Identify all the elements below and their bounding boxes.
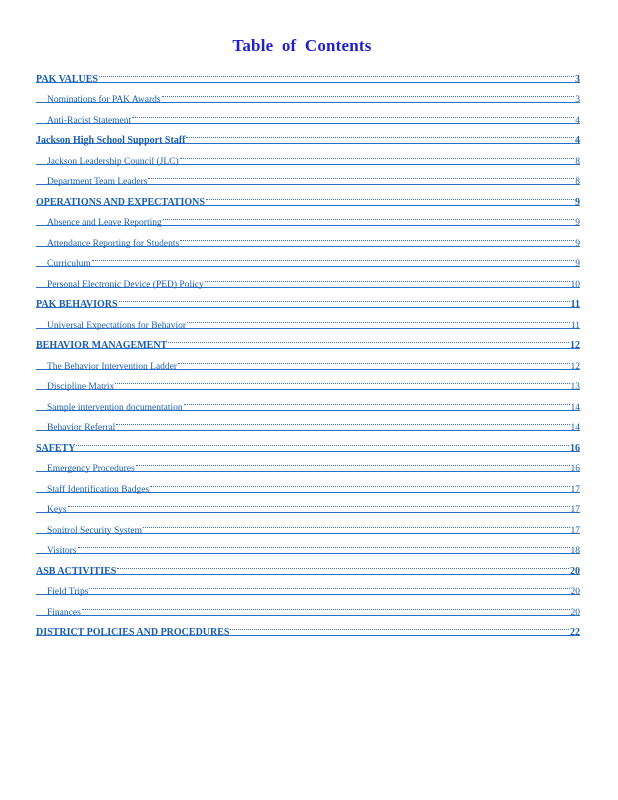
toc-page-number: 4 bbox=[575, 115, 580, 126]
toc-page-number: 9 bbox=[575, 218, 580, 228]
dot-leader bbox=[163, 206, 575, 226]
toc-page-number: 12 bbox=[570, 340, 580, 351]
dot-leader bbox=[206, 185, 574, 205]
toc-page-number: 17 bbox=[570, 484, 580, 495]
toc-entry-label: Universal Expectations for Behavior bbox=[47, 320, 187, 331]
toc-page-number: 20 bbox=[570, 607, 580, 618]
dot-leader bbox=[82, 595, 570, 615]
toc-page-number: 9 bbox=[575, 238, 580, 249]
toc-page-number: 3 bbox=[575, 73, 580, 85]
toc-entry-label: Anti-Racist Statement bbox=[47, 115, 132, 126]
page-title: Table of Contents bbox=[232, 36, 372, 55]
toc-page-number: 14 bbox=[570, 423, 580, 433]
dot-leader bbox=[186, 124, 574, 144]
dot-leader bbox=[89, 575, 569, 595]
toc-entry-label: Visitors bbox=[47, 546, 77, 556]
toc-subsection-link[interactable] bbox=[36, 493, 580, 514]
toc-entry-label: Sample intervention documentation bbox=[47, 402, 183, 413]
toc-subsection-link[interactable] bbox=[36, 267, 580, 288]
dot-leader bbox=[117, 554, 569, 574]
toc-entry-label: PAK VALUES bbox=[36, 73, 98, 85]
dot-leader bbox=[180, 226, 574, 246]
toc-entry-label: ASB ACTIVITIES bbox=[36, 565, 117, 577]
toc-subsection-link[interactable] bbox=[36, 452, 580, 473]
toc-entry-label: Personal Electronic Device (PED) Policy bbox=[47, 279, 204, 290]
toc-entry-label: Emergency Procedures bbox=[47, 464, 135, 474]
toc-subsection-link[interactable] bbox=[36, 575, 580, 596]
toc-subsection-link[interactable] bbox=[36, 390, 580, 411]
toc-entry-label: Jackson Leadership Council (JLC) bbox=[47, 156, 179, 167]
dot-leader bbox=[148, 165, 574, 185]
dot-leader bbox=[230, 616, 569, 636]
toc-page-number: 4 bbox=[575, 135, 580, 146]
toc-subsection-link[interactable] bbox=[36, 534, 580, 555]
toc-section-link[interactable] bbox=[36, 616, 580, 637]
toc-entry-label: PAK BEHAVIORS bbox=[36, 299, 118, 310]
toc-subsection-link[interactable] bbox=[36, 83, 580, 104]
dot-leader bbox=[205, 267, 570, 287]
toc-page-number: 20 bbox=[570, 565, 580, 577]
toc-entry-label: BEHAVIOR MANAGEMENT bbox=[36, 340, 168, 351]
toc-page-number: 8 bbox=[575, 156, 580, 167]
toc-entry-label: SAFETY bbox=[36, 442, 76, 454]
toc-page-number: 3 bbox=[575, 95, 580, 105]
dot-leader bbox=[162, 83, 575, 103]
dot-leader bbox=[178, 349, 569, 369]
toc-entry-label: OPERATIONS AND EXPECTATIONS bbox=[36, 196, 205, 208]
toc-page-number: 22 bbox=[570, 627, 580, 638]
dot-leader bbox=[168, 329, 569, 349]
toc-entry-label: The Behavior Intervention Ladder bbox=[47, 361, 178, 372]
toc-entry-label: Sonitrol Security System bbox=[47, 525, 142, 536]
toc-section-link[interactable] bbox=[36, 431, 580, 452]
toc-page-number: 20 bbox=[570, 587, 580, 597]
toc-entry-label: DISTRICT POLICIES AND PROCEDURES bbox=[36, 627, 230, 638]
toc-subsection-link[interactable] bbox=[36, 595, 580, 616]
dot-leader bbox=[180, 144, 575, 164]
dot-leader bbox=[68, 493, 570, 513]
toc-page-number: 9 bbox=[575, 196, 580, 208]
toc-page-number: 17 bbox=[570, 525, 580, 536]
toc-entry-label: Field Trips bbox=[47, 587, 89, 597]
toc-entry-label: Jackson High School Support Staff bbox=[36, 135, 186, 146]
toc-subsection-link[interactable] bbox=[36, 411, 580, 432]
toc-entry-label: Discipline Matrix bbox=[47, 382, 115, 392]
dot-leader bbox=[119, 288, 570, 308]
dot-leader bbox=[143, 513, 570, 533]
dot-leader bbox=[116, 411, 569, 431]
dot-leader bbox=[92, 247, 574, 267]
dot-leader bbox=[150, 472, 569, 492]
toc-page-number: 14 bbox=[570, 402, 580, 413]
toc-subsection-link[interactable] bbox=[36, 513, 580, 534]
toc-page-number: 17 bbox=[570, 505, 580, 515]
toc-page-number: 10 bbox=[570, 279, 580, 290]
toc-subsection-link[interactable] bbox=[36, 308, 580, 329]
toc-entry-label: Behavior Referral bbox=[47, 423, 116, 433]
dot-leader bbox=[99, 62, 574, 82]
toc-page-number: 8 bbox=[575, 177, 580, 187]
dot-leader bbox=[132, 103, 574, 123]
dot-leader bbox=[136, 452, 570, 472]
toc-page-number: 11 bbox=[570, 320, 580, 331]
toc-page-number: 16 bbox=[570, 464, 580, 474]
toc-entry-label: Finances bbox=[47, 607, 81, 618]
table-of-contents bbox=[36, 62, 580, 636]
toc-entry-label: Absence and Leave Reporting bbox=[47, 218, 162, 228]
toc-page-number: 13 bbox=[570, 382, 580, 392]
dot-leader bbox=[78, 534, 570, 554]
toc-page-number: 18 bbox=[570, 546, 580, 556]
dot-leader bbox=[187, 308, 570, 328]
toc-subsection-link[interactable] bbox=[36, 247, 580, 268]
dot-leader bbox=[76, 431, 569, 451]
toc-entry-label: Staff Identification Badges bbox=[47, 484, 150, 495]
toc-section-link[interactable] bbox=[36, 554, 580, 575]
dot-leader bbox=[115, 370, 569, 390]
toc-page-number: 11 bbox=[570, 299, 580, 310]
toc-subsection-link[interactable] bbox=[36, 370, 580, 391]
toc-page-number: 9 bbox=[575, 259, 580, 269]
dot-leader bbox=[184, 390, 570, 410]
toc-entry-label: Attendance Reporting for Students bbox=[47, 238, 180, 249]
toc-entry-label: Department Team Leaders bbox=[47, 177, 148, 187]
toc-section-link[interactable] bbox=[36, 62, 580, 83]
toc-page-number: 12 bbox=[570, 361, 580, 372]
toc-entry-label: Nominations for PAK Awards bbox=[47, 95, 161, 105]
toc-page-number: 16 bbox=[570, 442, 580, 454]
toc-entry-label: Keys bbox=[47, 505, 67, 515]
toc-entry-label: Curriculum bbox=[47, 259, 91, 269]
